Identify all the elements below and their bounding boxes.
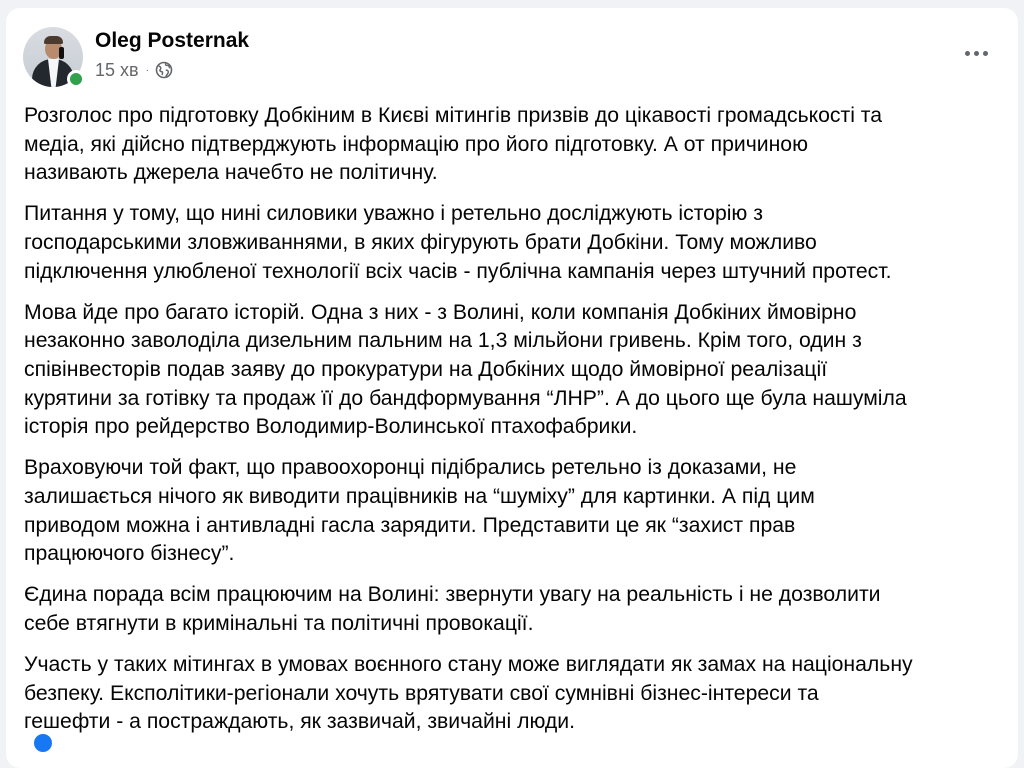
post-paragraph: Враховуючи той факт, що правоохоронці підібрались ретельно із доказами, не залишається нічого як виводити працівників на “шуміху” для картинки. А під цим приводом можна і антивладні гасла зарядити. Представити це як “захист прав працюючого бізнесу”. [24, 456, 815, 566]
avatar-phone-shape [59, 47, 64, 59]
post-paragraph: Єдина порада всім працюючим на Волині: звернути увагу на реальність і не дозволити себе втягнути в кримінальні та політичні провокації. [24, 583, 881, 635]
online-status-indicator [67, 70, 85, 88]
post-card [6, 8, 1018, 768]
meta-separator: · [145, 64, 149, 76]
post-meta [95, 59, 173, 81]
globe-icon[interactable] [155, 61, 173, 79]
more-options-icon[interactable] [956, 42, 996, 64]
more-dot [983, 51, 988, 56]
reaction-icon[interactable] [34, 734, 52, 752]
post-paragraph: Розголос про підготовку Добкіним в Києві мітингів призвів до цікавості громадськості та медіа, які дійсно підтверджують інформацію про його підготовку. А от причиною називають джерела начебто не політичну. [24, 104, 883, 185]
post-paragraph: Питання у тому, що нині силовики уважно і ретельно досліджують історію з господарськими зловживаннями, в яких фігурують брати Добкіни. Тому можливо підключення улюбленої технології всіх часів - публічна кампанія через штучний протест. [24, 202, 892, 283]
post-body [24, 102, 1010, 749]
post-timestamp[interactable]: 15 хв [95, 59, 139, 80]
more-dot [974, 51, 979, 56]
avatar-hair-shape [44, 36, 63, 44]
post-paragraph: Мова йде про багато історій. Одна з них - з Волині, коли компанія Добкіних ймовірно незаконно заволоділа дизельним пальним на 1,3 мільйони гривень. Крім того, один з співінвесторів подав заяву до прокуратури на Добкіних щодо ймовірної реалізації курятини за готівку та продаж її до бандформування “ЛНР”. А до цього ще була нашуміла історія про рейдерство Володимир-Волинської птахофабрики. [24, 300, 907, 439]
post-paragraph: Участь у таких мітингах в умовах воєнного стану може виглядати як замах на національну безпеку. Експолітики-регіонали хочуть врятувати свої сумнівні бізнес-інтереси та гешефти - а постраждають, як зазвичай, звичайні люди. [24, 653, 913, 734]
author-name[interactable]: Oleg Posternak [95, 29, 250, 52]
more-dot [965, 51, 970, 56]
